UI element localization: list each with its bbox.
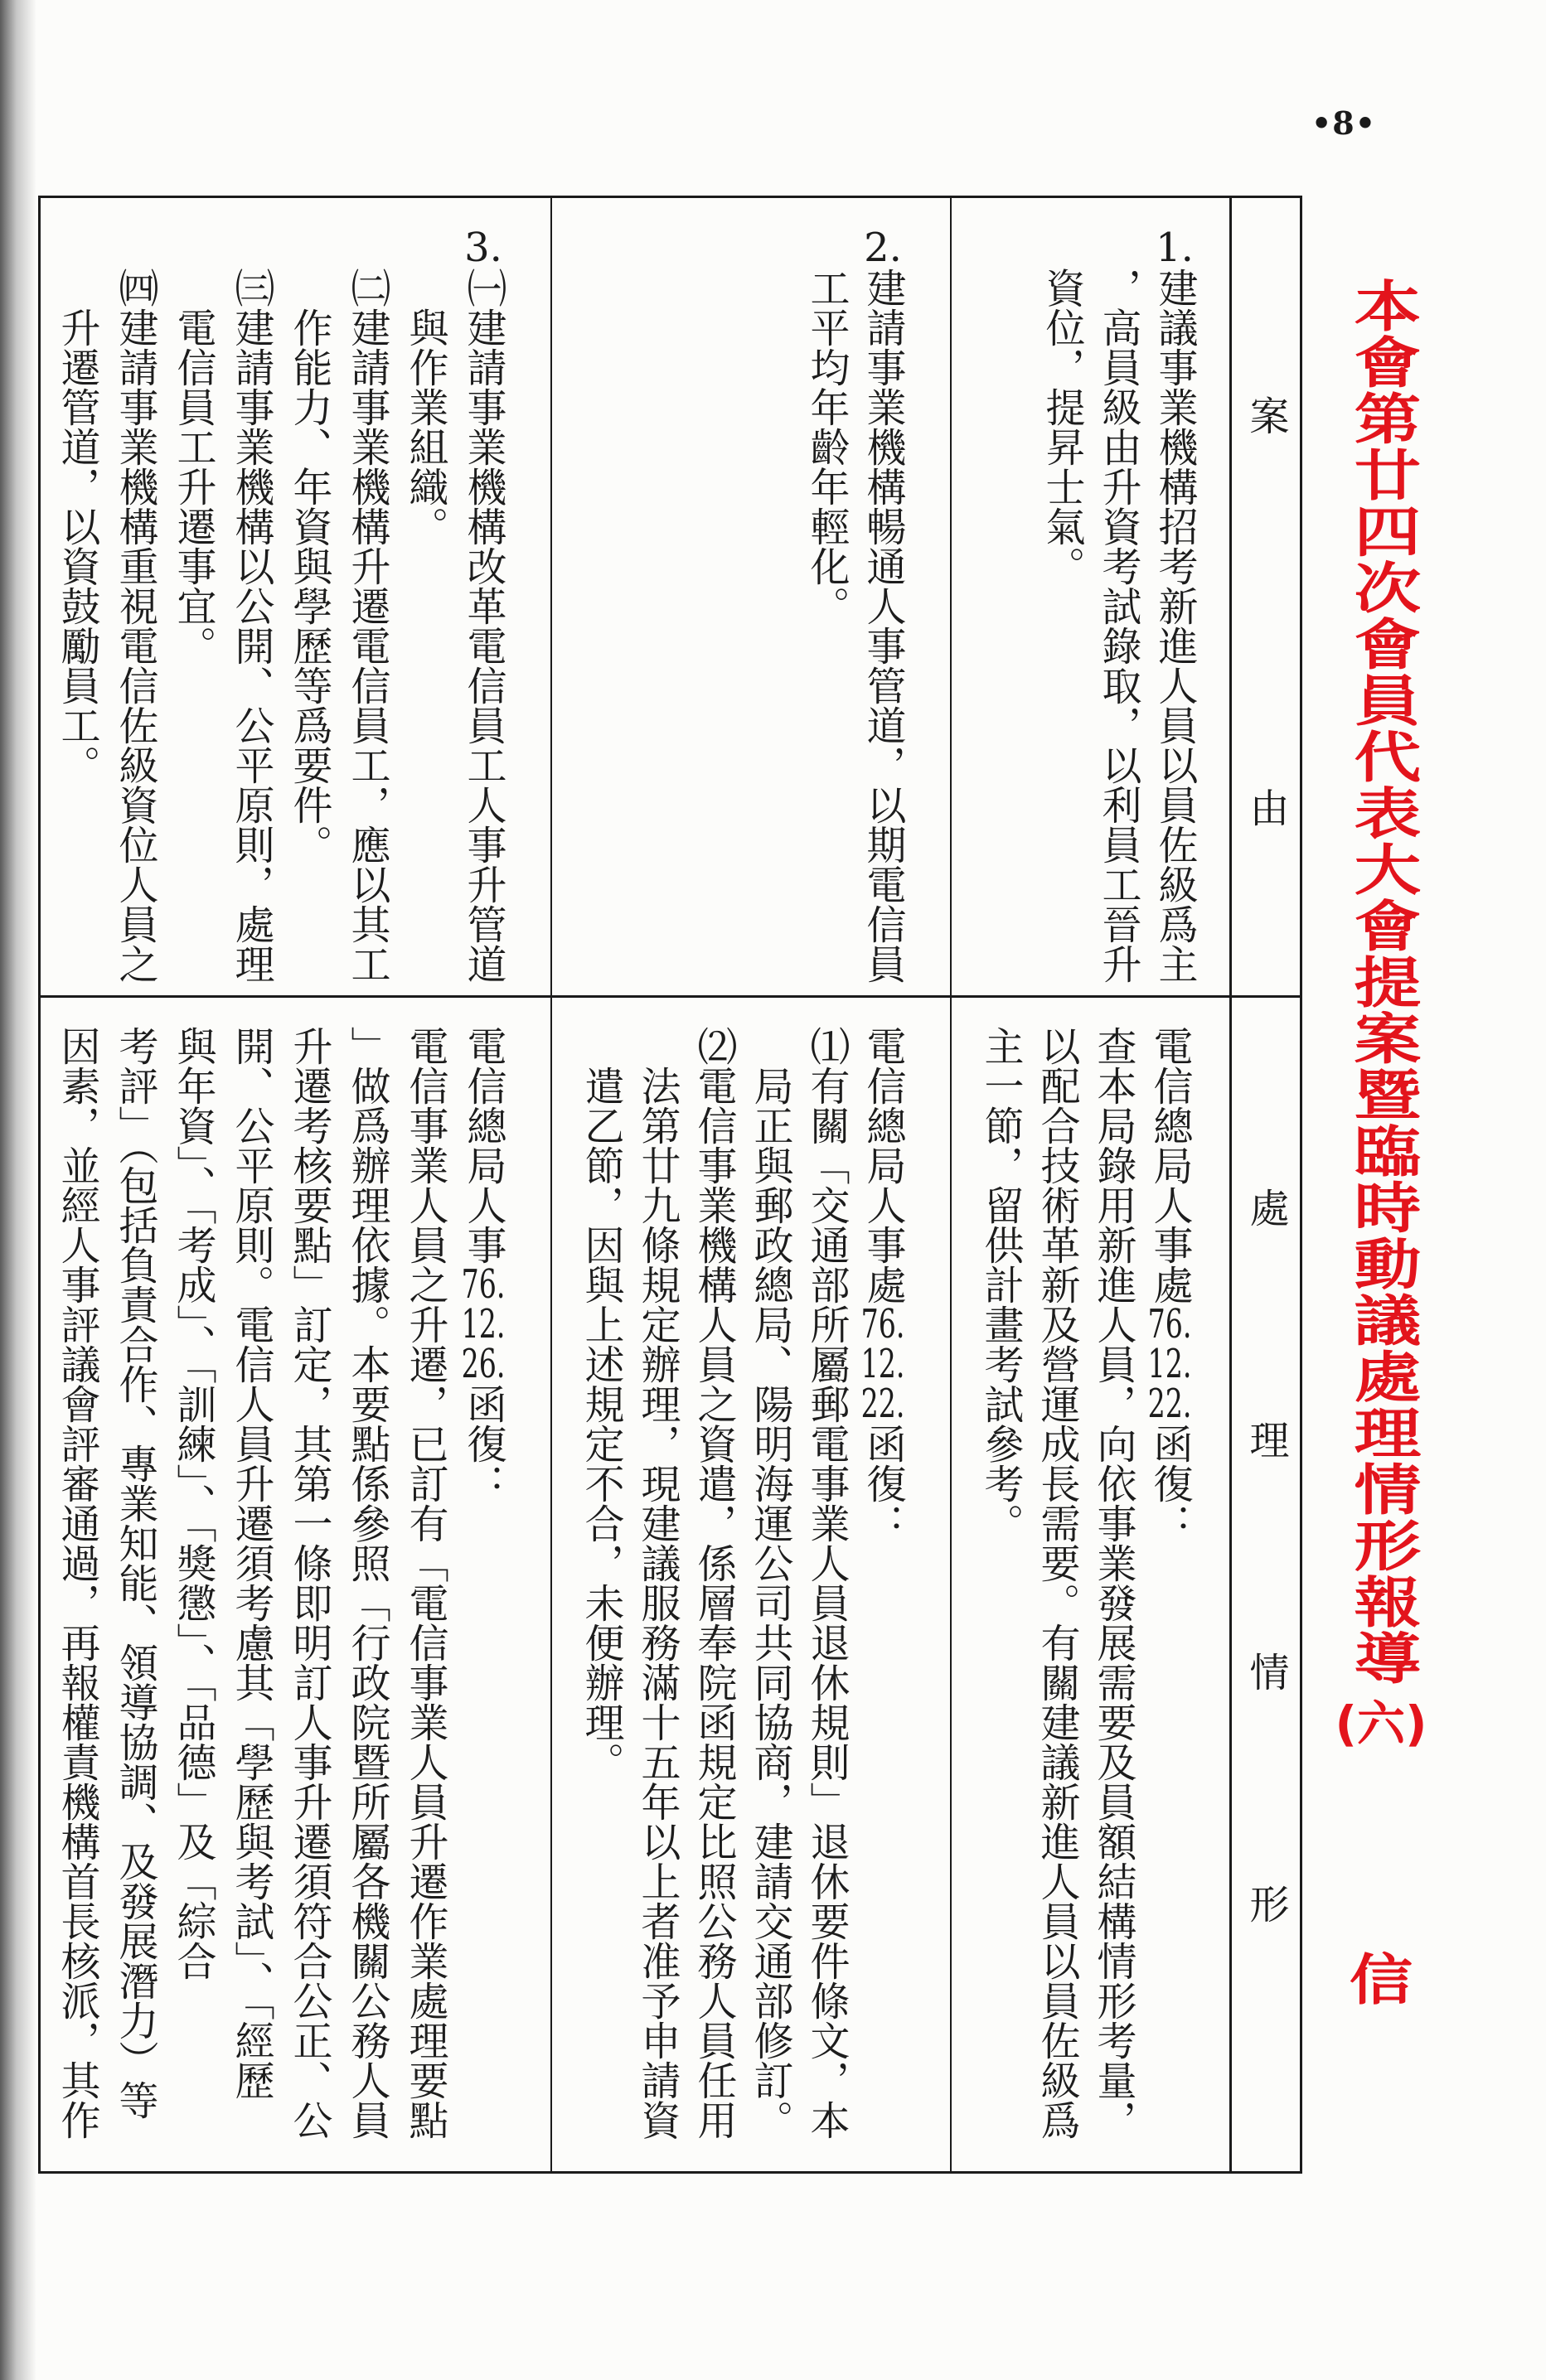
text-line: 」做爲辦理依據。本要點係參照「行政院暨所屬各機關公務人員 (344, 1026, 390, 2140)
binding-shadow (0, 0, 36, 2380)
text-line: 與年資」、「考成」、「訓練」、「獎懲」、「品德」及「綜合 (170, 1026, 216, 1981)
upright-number: 76. (860, 1304, 905, 1344)
upright-number: 12. (1147, 1344, 1192, 1384)
text-line: 因素，並經人事評議會評審通過，再報權責機構首長核派，其作 (54, 1026, 100, 2140)
text-line: 查本局錄用新進人員，向依事業發展需要及員額結構情形考量， (1090, 1026, 1136, 2140)
row-2-proposal-cell (798, 228, 911, 984)
text-line: 工平均年齡年輕化。 (803, 268, 850, 626)
text-line: 電信總局人事76.12.26.函復： (460, 1026, 506, 1503)
upright-number: 1. (1156, 228, 1194, 268)
row-1-handling-cell (972, 1026, 1198, 2140)
text-line: 資位，提昇士氣。 (1039, 268, 1085, 586)
section-tag: 信 (1350, 1948, 1413, 2012)
text-line: ㈢建請事業機構以公開、公平原則，處理 (228, 268, 274, 984)
text-line: 考評」（包括負責合作、專業知能、領導協調、及發展潛力）等 (112, 1026, 158, 2120)
text-line: 1.建議事業機構招考新進人員以員佐級爲主 (1151, 228, 1198, 984)
text-line: 法第廿九條規定辦理，現建議服務滿十五年以上者准予申請資 (634, 1066, 681, 2140)
text-line: 與作業組織。 (402, 307, 448, 546)
header-handling: 處理情形 (1243, 1188, 1289, 2116)
row-divider (950, 196, 952, 2174)
row-1-proposal-cell (1034, 228, 1203, 984)
text-line: ，高員級由升資考試錄取，以利員工晉升 (1095, 268, 1141, 984)
text-line: ⑴有關「交通部所屬郵電事業人員退休規則」退休要件條文，本 (803, 1026, 850, 2140)
text-line: ㈣建請事業機構重視電信佐級資位人員之 (112, 268, 158, 984)
text-line: 電信員工升遷事宜。 (170, 307, 216, 665)
text-line: 電信總局人事處76.12.22.函復： (860, 1026, 906, 1543)
upright-number: 2. (864, 228, 902, 268)
text-line: 作能力、年資與學歷等爲要件。 (286, 307, 332, 864)
row-divider (550, 196, 552, 2174)
text-line: ⑵電信事業機構人員之資遣，係層奉院函規定比照公務人員任用 (691, 1026, 737, 2140)
text-line: 升遷管道，以資鼓勵員工。 (54, 307, 100, 785)
text-line: ㈡建請事業機構升遷電信員工，應以其工 (344, 268, 390, 984)
text-line: 3.㈠建請事業機構改革電信員工人事升管道 (460, 228, 506, 984)
text-line: 遣乙節，因與上述規定不合，未便辦理。 (578, 1066, 624, 1782)
upright-number: 76. (461, 1265, 506, 1304)
text-line: 開、公平原則。電信人員升遷須考慮其「學歷與考試」、「經歷 (228, 1026, 274, 2100)
upright-number: 22. (860, 1384, 905, 1424)
section-divider (38, 995, 1302, 998)
upright-number: 3. (464, 228, 502, 268)
table-border-bottom (38, 2171, 1302, 2174)
upright-number: 76. (1147, 1304, 1192, 1344)
text-line: 以配合技術革新及營運成長需要。有關建議新進人員以員佐級爲 (1034, 1026, 1080, 2140)
page-title: 本會第廿四次會員代表大會提案暨臨時動議處理情形報導 (1342, 278, 1421, 1686)
text-line: 主一節，留供計畫考試參考。 (977, 1026, 1024, 1543)
upright-number: 12. (860, 1344, 905, 1384)
text-line: 2.建請事業機構暢通人事管道，以期電信員 (860, 228, 906, 984)
row-2-handling-cell (573, 1026, 911, 2140)
table-border-right (1300, 196, 1302, 2174)
upright-number: 12. (461, 1304, 506, 1344)
upright-number: 22. (1147, 1384, 1192, 1424)
upright-number: 26. (461, 1344, 506, 1384)
text-line: 升遷考核要點」訂定，其第一條即明訂人事升遷須符合公正、公 (286, 1026, 332, 2140)
header-proposal: 案由 (1243, 395, 1289, 1179)
page-number: •8• (1311, 104, 1377, 142)
text-line: 局正與郵政總局、陽明海運公司共同協商，建請交通部修訂。 (747, 1066, 793, 2140)
title-number: (六) (1335, 1696, 1427, 1752)
row-3-handling-cell (48, 1026, 512, 2140)
table-border-top (38, 196, 1302, 198)
text-line: 電信總局人事處76.12.22.函復： (1146, 1026, 1193, 1543)
text-line: 電信事業人員之升遷，已訂有「電信事業人員升遷作業處理要點 (402, 1026, 448, 2140)
row-3-proposal-cell (48, 228, 512, 984)
table-border-left (38, 196, 41, 2174)
